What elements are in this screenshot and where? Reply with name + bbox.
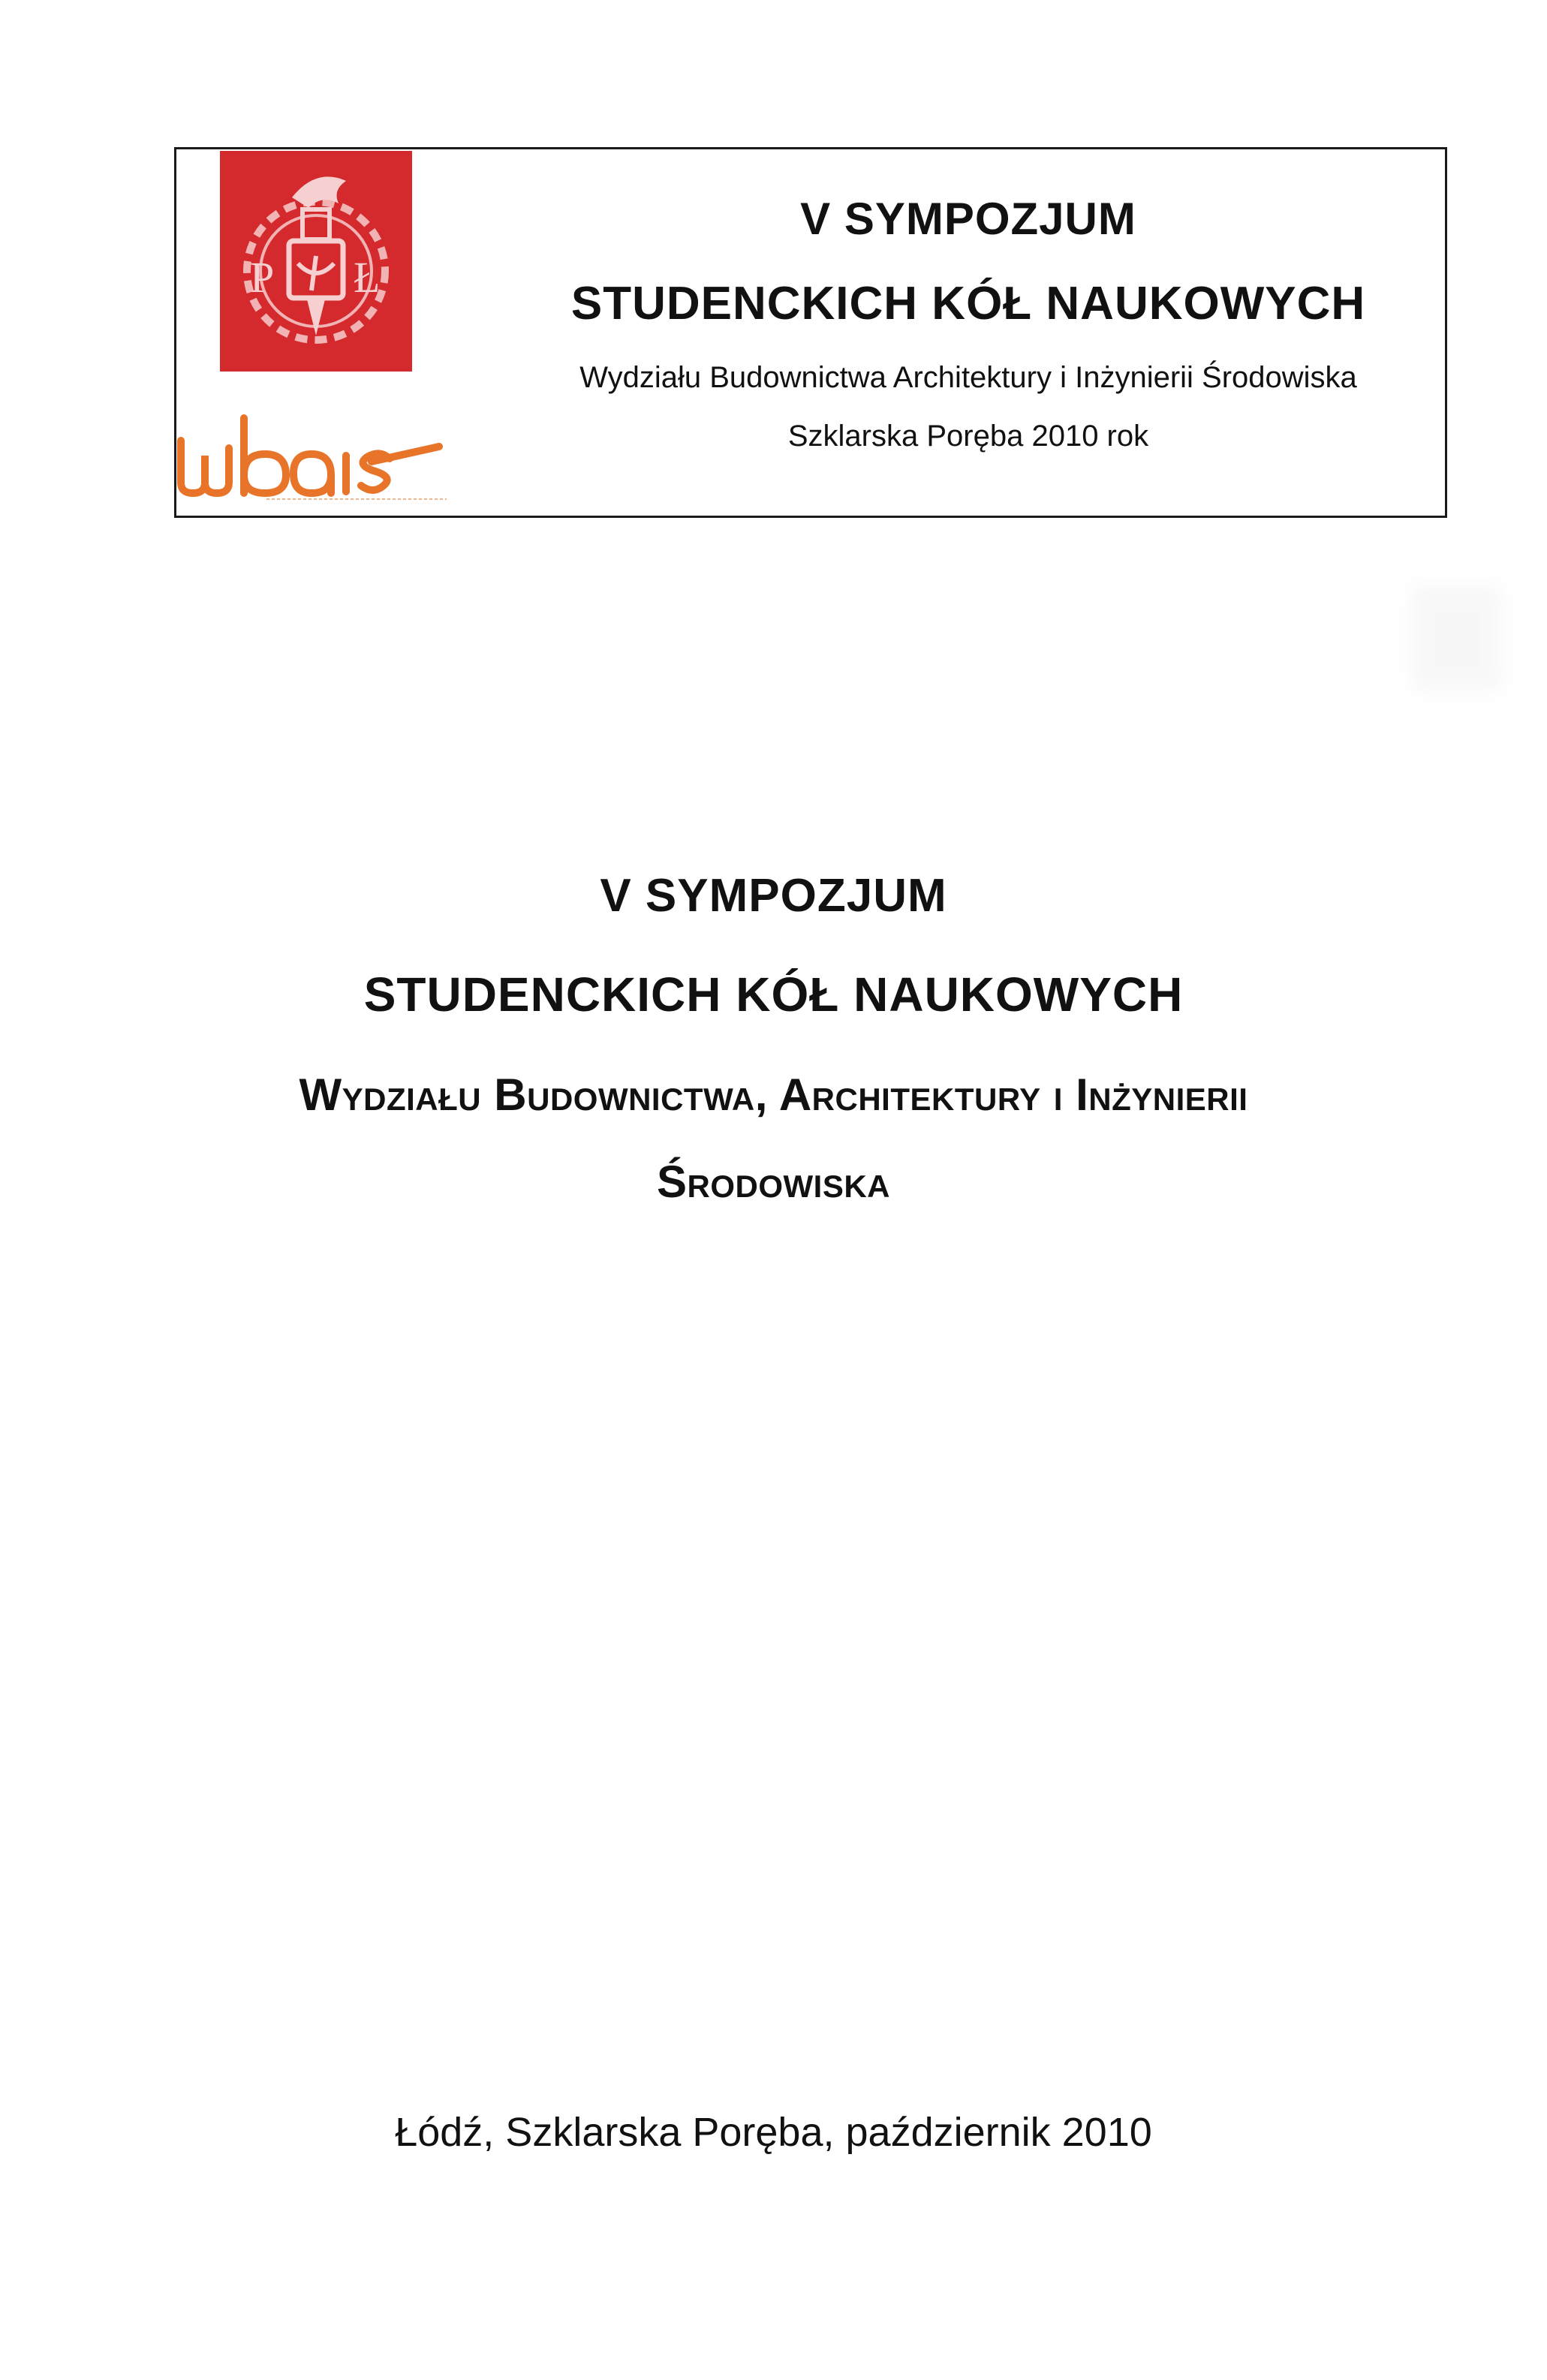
svg-text:Ł: Ł [354,253,381,302]
university-logo-icon [220,151,412,372]
banner-text-block [507,149,1430,516]
main-subtitle-line-2: Środowiska [656,1157,890,1207]
scan-shadow [1412,585,1502,691]
place-and-date: Łódź, Szklarska Poręba, październik 2010 [395,2110,1152,2155]
main-title-line-1: V SYMPOZJUM [600,870,947,922]
banner-subtitle-faculty: Wydziału Budownictwa Architektury i Inżynierii Środowiska [579,361,1357,394]
main-subtitle-line-1: Wydziału Budownictwa, Architektury i Inżynierii [299,1070,1248,1120]
main-title-line-2: STUDENCKICH KÓŁ NAUKOWYCH [363,967,1184,1022]
header-banner [174,147,1447,518]
faculty-logo-icon [176,411,454,501]
svg-text:P: P [250,253,275,302]
banner-subtitle-place-year: Szklarska Poręba 2010 rok [787,420,1149,453]
banner-title-line-1: V SYMPOZJUM [800,194,1136,244]
banner-title-line-2: STUDENCKICH KÓŁ NAUKOWYCH [570,278,1366,329]
